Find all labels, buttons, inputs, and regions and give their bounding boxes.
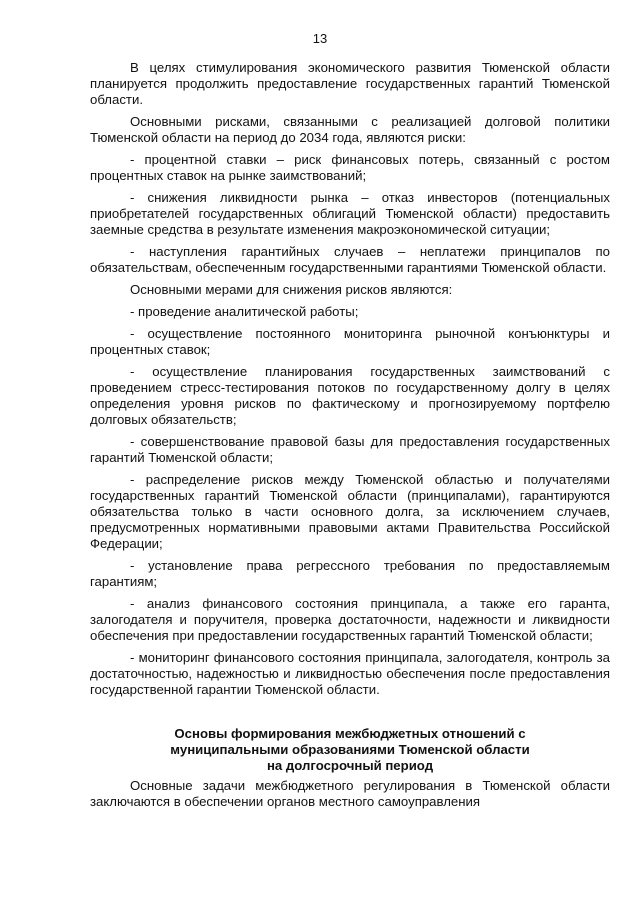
paragraph: Основными мерами для снижения рисков являются:	[130, 282, 453, 297]
section-heading-line: на долгосрочный период	[266, 758, 434, 773]
list-item: - распределение рисков между Тюменской областью и получателями государственных гарантий Тюменской области (принципалами), гарантируются обязательства только в части основного долга, за исключением случаев, предусмотренных нормативными правовыми актами Правительства Российской Федерации;	[90, 472, 610, 551]
list-item: - установление права регрессного требования по предоставляемым гарантиям;	[90, 558, 610, 589]
list-item: - снижения ликвидности рынка – отказ инвесторов (потенциальных приобретателей государственных облигаций Тюменской области) предоставить заемные средства в результате изменения макроэкономической ситуации;	[90, 190, 610, 237]
list-item: - осуществление планирования государственных заимствований с проведением стресс-тестирования потоков по государственному долгу в целях определения уровня рисков по фактическому и прогнозируемому портфелю долговых обязательств;	[90, 364, 610, 427]
section-heading-line: муниципальными образованиями Тюменской области	[170, 742, 530, 757]
list-item: - осуществление постоянного мониторинга рыночной конъюнктуры и процентных ставок;	[90, 326, 610, 357]
section-heading	[90, 726, 610, 774]
paragraph: Основными рисками, связанными с реализацией долговой политики Тюменской области на период до 2034 года, являются риски:	[90, 114, 610, 145]
list-item: - наступления гарантийных случаев – неплатежи принципалов по обязательствам, обеспеченным государственными гарантиями Тюменской области.	[90, 244, 610, 275]
list-item: - мониторинг финансового состояния принципала, залогодателя, контроль за достаточностью, надежностью и ликвидностью обеспечения после предоставления государственной гарантии Тюменской области.	[90, 650, 610, 697]
section-heading-line: Основы формирования межбюджетных отношений с	[174, 726, 526, 741]
paragraph: Основные задачи межбюджетного регулирования в Тюменской области заключаются в обеспечении органов местного самоуправления	[90, 778, 610, 809]
list-item: - проведение аналитической работы;	[130, 304, 359, 319]
list-item: - анализ финансового состояния принципала, а также его гаранта, залогодателя и поручителя, проверка достаточности, надежности и ликвидности обеспечения при предоставлении государственных гарантий Тюменской области;	[90, 596, 610, 643]
paragraph: В целях стимулирования экономического развития Тюменской области планируется продолжить предоставление государственных гарантий Тюменской области.	[90, 60, 610, 107]
page-number: 13	[312, 31, 328, 46]
list-item: - совершенствование правовой базы для предоставления государственных гарантий Тюменской области;	[90, 434, 610, 465]
list-item: - процентной ставки – риск финансовых потерь, связанный с ростом процентных ставок на рынке заимствований;	[90, 152, 610, 183]
document-body	[90, 60, 610, 816]
